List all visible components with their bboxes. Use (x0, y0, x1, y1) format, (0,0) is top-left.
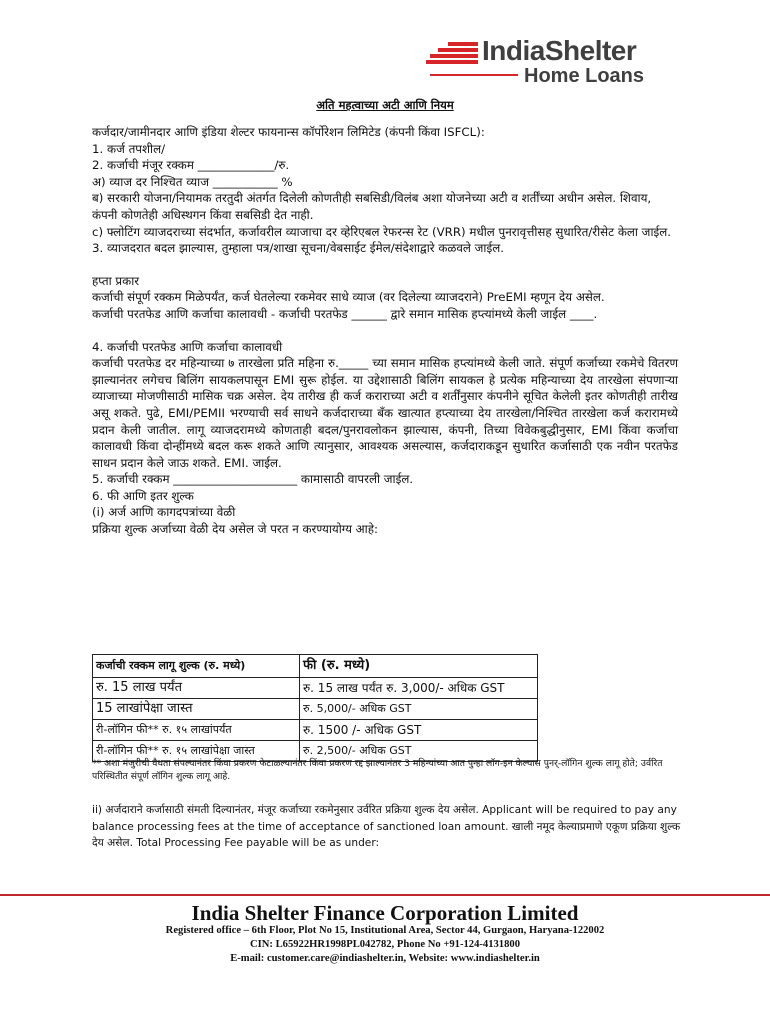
footer-registered-office: Registered office – 6th Floor, Plot No 15, Institutional Area, Sector 44, Gurgaon, Haryana-122002 (165, 925, 605, 936)
terms-body (92, 124, 678, 538)
logo-divider (430, 74, 518, 76)
table-row (93, 720, 538, 741)
table-cell: रु. 1500 /- अधिक GST (300, 720, 538, 741)
processing-fee-line: प्रक्रिया शुल्क अर्जाच्या वेळी देय असेल जे परत न करण्यायोग्य आहे: (92, 522, 378, 537)
floating-rate-clause: c) फ्लोटिंग व्याजदराच्या संदर्भात, कर्जावरील व्याजाचा दर व्हेरिएबल रेफरन्स रेट (VRR) मधील पुनरावृत्तीसह सुधारित/रीसेट केला जाईल. (92, 224, 672, 239)
table-cell: रु. 2,500/- अधिक GST (300, 741, 538, 762)
document-title: अति महत्वाच्या अटी आणि नियम (316, 98, 454, 112)
logo-name: IndiaShelter (482, 35, 637, 66)
footer-cin-phone: CIN: L65922HR1998PL042782, Phone No +91-124-4131800 (250, 939, 520, 950)
pre-emi-clause: कर्जाची संपूर्ण रक्कम मिळेपर्यंत, कर्ज घेतलेल्या रकमेवर साधे व्याज (वर दिलेल्या व्याजदराने) PreEMI म्हणून देय असेल. (92, 290, 605, 305)
table-cell: रु. 15 लाख पर्यंत रु. 3,000/- अधिक GST (300, 678, 538, 699)
logo-subtitle: Home Loans (524, 65, 645, 87)
table-cell: रु. 5,000/- अधिक GST (300, 699, 538, 720)
table-cell: री-लॉगिन फी** रु. १५ लाखांपर्यंत (93, 720, 300, 741)
intro-line: कर्जदार/जामीनदार आणि इंडिया शेल्टर फायनान्स कॉर्पोरेशन लिमिटेड (कंपनी किंवा ISFCL): (92, 125, 485, 139)
footer-company-name: India Shelter Finance Corporation Limited (191, 901, 579, 925)
repayment-clause: कर्जाची परतफेड आणि कर्जाचा कालावधी - कर्जाची परतफेड ______ द्वारे समान मासिक हप्त्यांमध्ये केली जाईल ____. (92, 306, 598, 321)
table-cell: रु. 15 लाख पर्यंत (93, 678, 300, 699)
fee-table-header (93, 655, 538, 678)
header-cell: कर्जाची रक्कम लागू शुल्क (रु. मध्ये) (93, 655, 300, 678)
company-logo (426, 34, 676, 90)
relogin-note: ** अशा मंजुरीची वैधता संपल्यानंतर किंवा प्रकरण फेटाळल्यानंतर किंवा प्रकरण रद्द झाल्यानंतर 3 महिन्यांच्या आत पुन्हा लॉग-इन केल्यास पुनर्-लॉगिन शुल्क लागू होते; उर्वरित परिस्थितीत संपूर्ण लॉगिन शुल्क लागू आहे. (92, 758, 663, 782)
logo-stripes-icon (426, 42, 478, 66)
rate-change-clause: 3. व्याजदरात बदल झाल्यास, तुम्हाला पत्र/शाखा सूचना/वेबसाईट ईमेल/संदेशाद्वारे कळवले जाईल. (92, 241, 505, 256)
subsidy-clause: ब) सरकारी योजना/नियामक तरतुदी अंतर्गत दिलेली कोणतीही सबसिडी/विलंब अशा योजनेच्या अटी व शर्तींच्या अधीन असेल. शिवाय, कंपनी कोणतेही अधिस्थगन किंवा सबसिडी देत नाही. (92, 191, 652, 222)
table-row (93, 678, 538, 699)
table-cell: 15 लाखांपेक्षा जास्त (93, 699, 300, 720)
repayment-tenure-paragraph: कर्जाची परतफेड दर महिन्याच्या ७ तारखेला प्रति महिना रु._____ च्या समान मासिक हप्त्यांमध्ये केली जाते. संपूर्ण कर्जाच्या रकमेचे वितरण झाल्यानंतर लगेचच बिलिंग सायकलपासून EMI सुरू होईल. या उद्देशासाठी बिलिंग सायकल हे प्रत्येक महिन्याच्या देय तारखेला संपणाऱ्या व्याजाच्या मोजणीसाठी मासिक चक्र असेल. देय तारीख ही कर्ज कराराच्या अटी व शर्तींनुसार कंपनीने सूचित केलेली इतर कोणतीही तारीख असू शकते. पुढे, EMI/PEMII भरण्याची सर्व साधने कर्जदाराच्या बँक खात्यात हप्त्याच्या देय तारखेला/निश्चित तारखेला कर्ज करारामध्ये प्रदान केली जातील. लागू व्याजदरामध्ये कोणताही बदल/पुनरावलोकन झाल्यास, कंपनी, तिच्या विवेकबुद्धीनुसार, EMI किंवा कर्जाचा कालावधी किंवा दोन्हींमध्ये बदल करू शकते आणि त्यानुसार, आवश्यक असल्यास, कर्जदाराकडून सुधारित कर्जासाठी एक नवीन परतफेड साधन प्रदान केले जाऊ शकते. EMI. जाईल. (92, 356, 678, 470)
footer-email-website: E-mail: customer.care@indiashelter.in, Website: www.indiashelter.in (230, 953, 540, 964)
fees-heading: 6. फी आणि इतर शुल्क (92, 488, 194, 503)
repayment-tenure-heading: 4. कर्जाची परतफेड आणि कर्जाचा कालावधी (92, 339, 283, 354)
loan-details-heading: 1. कर्ज तपशील/ (92, 141, 166, 156)
application-subheading: (i) अर्ज आणि कागदपत्रांच्या वेळी (92, 505, 236, 520)
table-row (93, 699, 538, 720)
table-cell: री-लॉगिन फी** रु. १५ लाखांपेक्षा जास्त (93, 741, 300, 762)
loan-purpose-line: 5. कर्जाची रक्कम _____________________ कामासाठी वापरली जाईल. (92, 472, 414, 487)
header-cell: फी (रु. मध्ये) (300, 655, 538, 678)
sanctioned-amount-line: 2. कर्जाची मंजूर रक्कम _____________/रु. (92, 158, 290, 173)
balance-fee-paragraph: ii) अर्जदाराने कर्जासाठी संमती दिल्यानंतर, मंजूर कर्जाच्या रकमेनुसार उर्वरित प्रक्रिया शुल्क देय असेल. Applicant will be required to pay any balance processing fees at the time of acceptance of sanctioned loan amount. खाली नमूद केल्याप्रमाणे एकूण प्रक्रिया शुल्क देय असेल. Total Processing Fee payable will be as under: (92, 804, 681, 849)
footer-divider (0, 894, 770, 896)
interest-rate-line: अ) व्याज दर निश्चित व्याज ___________ % (92, 174, 293, 189)
fee-table (92, 654, 538, 762)
installment-type-heading: हप्ता प्रकार (92, 273, 140, 288)
